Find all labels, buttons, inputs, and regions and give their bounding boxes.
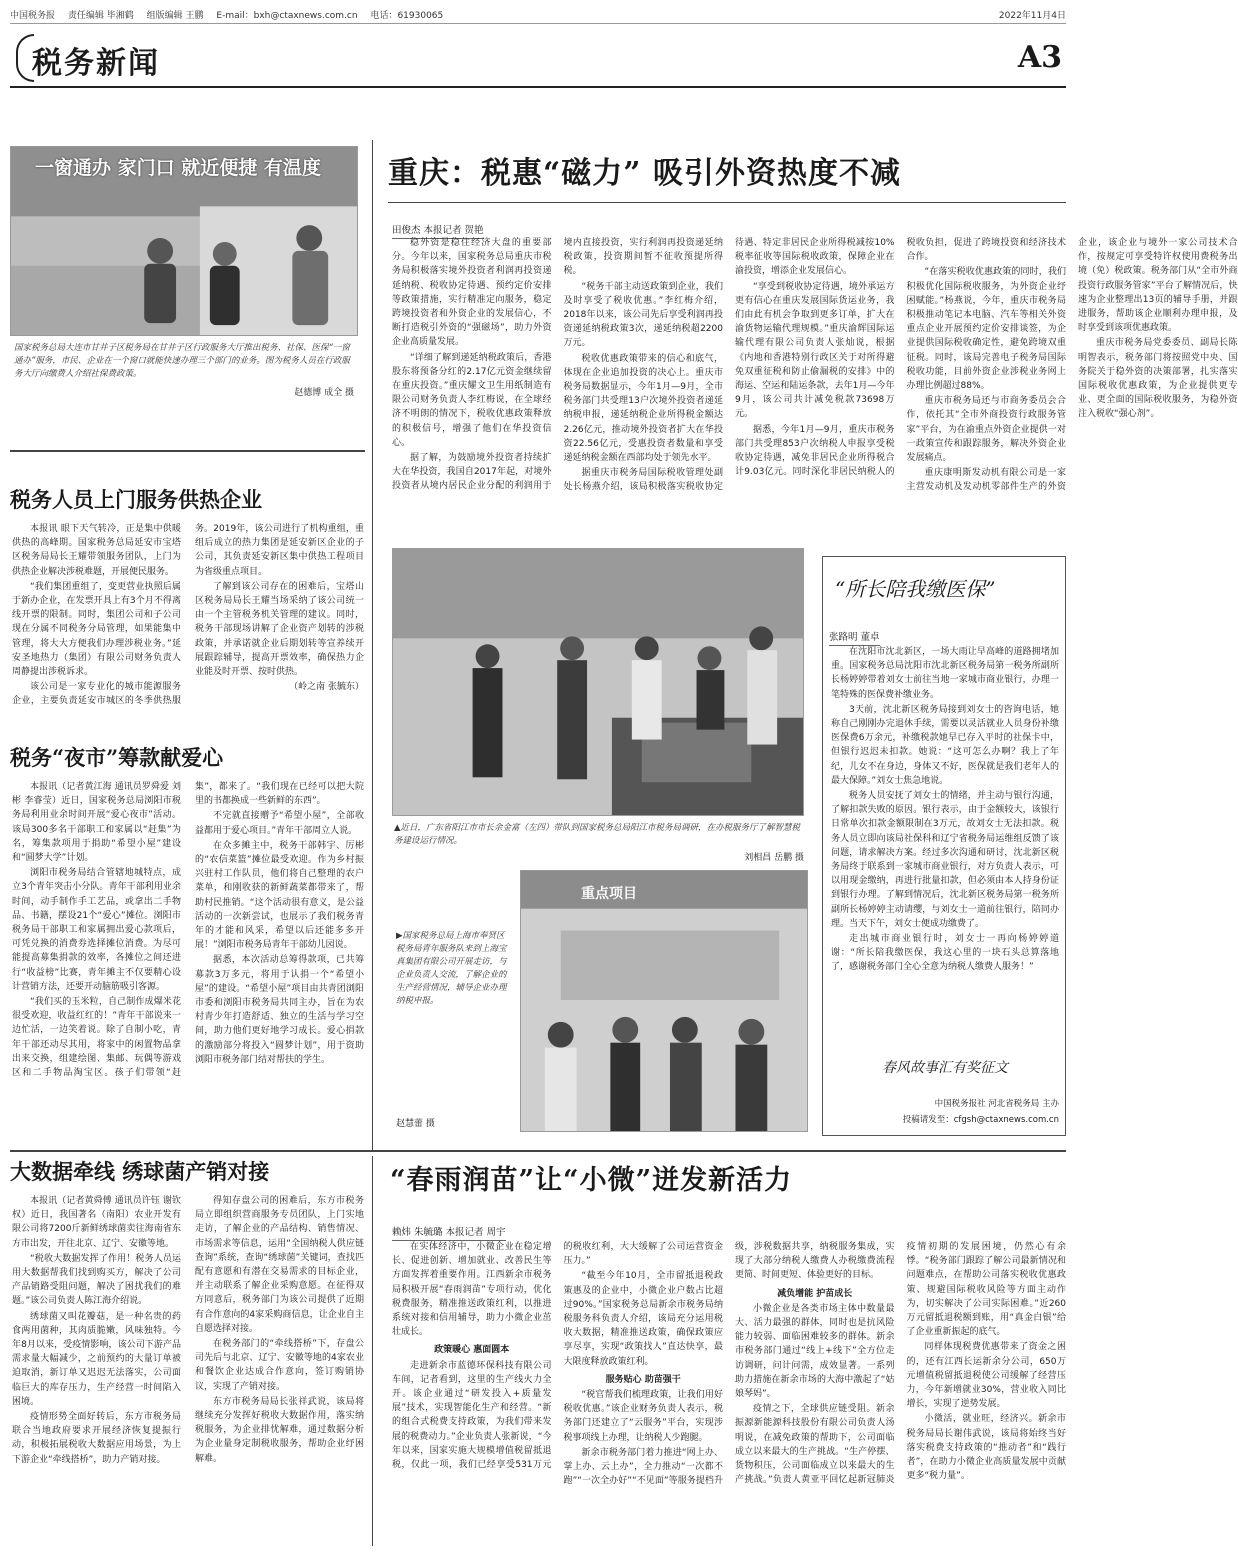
article4-body <box>12 1194 364 1546</box>
article2-rule <box>10 450 365 452</box>
photo-city-visit-credit: 刘相昌 岳鹏 摄 <box>744 853 804 863</box>
photo-city-visit-image <box>393 549 803 815</box>
lead-rule <box>388 202 1066 203</box>
article5-subhead: 政策暖心 惠面圆本 <box>434 1345 510 1356</box>
article3-paragraph: 在众多摊主中，税务干部韩宇、厉彬的“农信菜篮”摊位最受欢迎。作为乡村振兴驻村工作队员，他们将自己整理的农户菜单，和刚收获的新鲜蔬菜都带来了，帮助村民推销。“这个活动很有意义，是公益活动的一次新尝试，也展示了我们税务青年的才能和风采，希望以后还能多多开展！”浏阳市税务局青年干部幼儿园说。 <box>195 840 364 951</box>
article3-paragraph: 浏阳市税务局结合管辖地城特点，成立3个青年突击小分队。青年干部利用业余时间，动手制作手工艺品，或拿出二手物品、书籍，摆设21个“爱心”摊位。浏阳市税务局干部职工和家属拥出爱心款项后，可凭兑换的消费券选择摊位消费。为尽可能提高募集捐款的效率，各摊位之间还进行“收益榜”比赛，青年摊主不仅要精心设计营销方法，还要开动脑筋吸引客源。 <box>12 868 181 992</box>
email: E-mail：bxh@ctaxnews.com.cn <box>216 11 358 21</box>
article5-paragraph: 新余市税务部门着力推进“网上办、掌上办、云上办”，全力推动“一次都不跑”“一次全办好”“不见面”等服务提档升级，涉税数据共享，纳税服务集成，实现了大部分纳税人缴费人办税缴费流程更简、时间更短、体验更好的目标。 <box>563 1242 895 1487</box>
lead-paragraph: 重庆市税务局党委委员、副局长陈明智表示，税务部门将按照党中央、国务院关于稳外资的决策部署，扎实落实国际税收优惠政策，为企业提供更专业、更全面的国际税收服务，为稳外资注入税收“强心剂”。 <box>1078 338 1238 420</box>
lead-paragraph: “详细了解到递延纳税政策后，香港股东将预备分红的2.17亿元资金继续留在重庆投资。”重庆耀文卫生用纸制造有限公司财务负责人李红梅说，在全球经济不明朗的情况下，税收优惠政策释放的积极信号，增强了他们在华投资信心。 <box>392 352 552 448</box>
page-number: A3 <box>1017 40 1062 75</box>
lead-paragraph: 据悉，今年1月—9月，重庆市税务部门共受理853户次纳税人申报享受税收协定待遇，减免非居民企业所得税合计9.03亿元。同时深化非居民纳税人的税收负担，促进了跨境投资和经济技术合作。 <box>735 238 1066 478</box>
paper-name: 中国税务报 <box>10 11 56 21</box>
lead-paragraph: “享受到税收协定待遇，境外承运方更有信心在重庆发展国际货运业务，我们由此有机会争取到更多订单，扩大在渝货物运输代理规模。”重庆渝辉国际运输代理有限公司负责人张灿说，根据《内地和香港特别行政区关于对所得避免双重征税和防止偷漏税的安排》中的海运、空运和陆运条款，去年1月—今年9月，该公司共计减免税款73698万元。 <box>735 281 895 420</box>
bottom-section-rule <box>10 1150 1066 1152</box>
lead-paragraph: 重庆康明斯发动机有限公司是一家主营发动机及发动机零部件生产的外资企业，该企业与境外一家公司技术合作，按规定可享受特许权使用费税务出境（免）税政策。税务部门从“全市外商投资行政服务管家”平台了解情况后，快速为企业整理出13页的辅导手册，并跟进服务，帮助该企业顺利办理申报，及时享受到该项优惠政策。 <box>906 238 1238 493</box>
photo-city-visit-caption: ▲近日，广东省阳江市市长余金富（左四）带队到国家税务总局阳江市税务局调研，在办税服务厅了解智慧税务建设运行情况。 <box>394 823 801 846</box>
photo-enterprise-visit-caption: ▶国家税务总局上海市奉贤区税务局青年服务队来到上海宝真集团有限公司开展走访，与企业负责人交流，了解企业的生产经营情况，辅导企业办理纳税申报。 <box>396 931 507 1006</box>
article3-paragraph: “我们买的玉米粒，自己制作成爆米花很受欢迎，收益红红的！”青年干部说来一边忙活，一边笑着说。除了自制小吃，青年干部还动尽其用，将家中的闲置物品拿出来交换，组建绘图、集邮、玩偶等游戏区和二手物品淘宝区。孩子们带领“赶集”，都来了。“我们现在已经可以把大院里的书都换成一些新鲜的东西”。 <box>12 782 364 1079</box>
essay-signature: 春风故事汇有奖征文 <box>882 1060 1008 1076</box>
article2-paragraph: 该公司是一家专业化的城市能源服务企业，主要负责延安市城区的冬季供热服务。2019年，该公司进行了机构重组，重组后成立的热力集团是延安新区企业的子公司，其负责延安新区集中供热工程项目为省级重点项目。 <box>12 524 364 707</box>
issue-date: 2022年11月4日 <box>998 11 1066 21</box>
essay-box <box>822 556 1066 1136</box>
lead-body <box>392 236 1238 501</box>
article5-paragraph: 同样体现税费优惠带来了资金之困的，还有江西长运新余分公司，650万元增值税留抵退税使公司缓解了经营压力，今年新增就业30%，营业收入同比增长，实现了逆势发展。 <box>906 1342 1066 1410</box>
article5-paragraph: 走进新余市蓝德环保科技有限公司车间，记者看到，这里的生产线火力全开。该企业通过“研发投入+质量发展”技术，实现智能化生产和经营。“新的组合式税费支持政策，为我们带来发展的税费动力。”企业负责人张新说，“今年以来，国家实施大规模增值税留抵退税，仅此一项，我们已经享受531万元的税收红利，大大缓解了公司运营资金压力。” <box>392 1242 723 1471</box>
lead-paragraph: 据了解，为鼓励境外投资者持续扩大在华投资，我国自2017年起，对境外投资者从境内居民企业分配的利润用于境内直接投资，实行利润再投资递延纳税政策，投资期间暂不征收预提所得税。 <box>392 238 723 492</box>
lead-paragraph: 税收优惠政策带来的信心和底气，体现在企业追加投资的决心上。重庆市税务局数据显示，今年1月—9月，全市税务部门共受理13户次境外投资者递延纳税申报，递延纳税企业所得税金额达2.26亿元，推动境外投资者扩大在华投资22.56亿元，受惠投资者数量和享受递延纳税金额在西部均处于领先水平。 <box>563 353 723 464</box>
article5-paragraph: 小微活，就业旺，经济兴。新余市税务局局长谢伟武说，该局将始终当好落实税费支持政策的“推动者”和“践行者”，在助力小微企业高质量发展中贡献更多“税力量”。 <box>906 1414 1066 1482</box>
essay-body <box>831 645 1059 1043</box>
article5-byline-wrap <box>392 1220 506 1241</box>
essay-title: “所长陪我缴医保” <box>835 577 996 601</box>
column-divider <box>372 140 373 1150</box>
photo-service-hall <box>10 146 358 336</box>
essay-paragraph: 税务人员安抚了刘女士的情绪，并主动与银行沟通，了解扣款失败的原因。银行表示，由于金额较大，该银行日常单次扣款金额限制在3万元，故刘女士无法扣款。税务人员立即向该局社保科和辽宁省税务局运维组反馈了该问题，请求解决方案。经过多次沟通和研讨，沈北新区税务局终于联系到一家城市商业银行，对方负责人表示，可以用现金缴纳，再进行批量扣款，但必须由本人持身份证到银行办理。了解到情况后，沈北新区税务局第一税务所副所长杨婷婷主动请缨，与刘女士一道前往银行，陪同办理。当天下午，刘女士便成功缴费了。 <box>831 791 1059 929</box>
article5-paragraph: 疫情之下，全球供应链受阻。新余振源新能源科技股份有限公司负责人汤明说，在减免政策的帮助下，公司面临成立以来最大的生产挑战。“生产停摆、货物积压，公司面临成立以来最大的生产挑战。”负责人黄亚平回忆起新冠肺炎疫情初期的发展困境，仍然心有余悸。“税务部门跟踪了解公司最新情况和问题难点，在帮助公司落实税收优惠政策、规避国际税收风险等方面主动作为，切实解决了公司实际困难。”近260万元留抵退税额到账，用“真金白银”给了企业重新振起的底气。 <box>735 1242 1066 1486</box>
layout-credit: 组版编辑 王鹏 <box>146 11 204 21</box>
phone: 电话：61930065 <box>370 11 444 21</box>
lead-paragraph: 重庆市税务局还与市商务委员会合作，依托其“全市外商投资行政服务管家”平台，为在渝重点外资企业提供一对一政策宣传和跟踪服务，解决外资企业发展痛点。 <box>906 396 1066 464</box>
article5-subhead: 减负增能 护苗成长 <box>777 1288 853 1299</box>
editor-credit: 责任编辑 毕湘鹤 <box>67 11 134 21</box>
lead-headline: 重庆：税惠“磁力” 吸引外资热度不减 <box>388 156 901 191</box>
article3-paragraph: 不完就直接赠予“希望小屋”，全部收益都用于爱心项目。”青年干部周立人说。 <box>195 811 364 836</box>
essay-byline-wrap <box>829 625 880 646</box>
article4-headline: 大数据牵线 绣球菌产销对接 <box>10 1159 270 1184</box>
article5-paragraph: “截至今年10月，全市留抵退税政策惠及的企业中，小微企业户数占比超过90%。”国家税务总局新余市税务局纳税服务科负责人介绍，该局充分运用税收大数据，精准推送政策，确保政策应享尽享，实现“政策找人”直达快享，最大限度释放政策红利。 <box>563 1271 723 1367</box>
essay-paragraph: 走出城市商业银行时，刘女士一再向杨婷婷道谢：“所长陪我缴医保，我这心里的一块石头总算落地了，感谢税务部门全心全意为纳税人缴费人服务！” <box>831 934 1059 973</box>
section-name: 税务新闻 <box>32 46 160 81</box>
column-divider <box>372 1156 373 1546</box>
essay-submission-email: 投稿请发至：cfgsh@ctaxnews.com.cn <box>902 1115 1059 1125</box>
photo-service-hall-credit: 赵德博 成全 摄 <box>294 388 354 398</box>
essay-byline: 张路明 董卓 <box>829 629 880 646</box>
article4-paragraph: 绣球菌又叫花瓣菇，是一种名贵的药食两用菌种，其肉质脆嫩，风味独特。今年8月以来，受疫情影响，该公司下游产品需求量大幅减少，之前预约的大量订单被迫取消，新订单又迟迟无法落实，公司面临巨大的库存压力，生产经营一时间陷入困境。 <box>12 1311 181 1407</box>
photo-sign-text: 重点项目 <box>581 886 637 902</box>
article5-paragraph: 在实体经济中，小微企业在稳定增长、促进创新、增加就业、改善民生等方面发挥着重要作用。江西新余市税务局积极开展“春雨润苗”专项行动，优化税费服务，精准推送政策红利，以推进系统对接和信用辅导，助力小微企业茁壮成长。 <box>392 1242 552 1338</box>
article2-headline: 税务人员上门服务供热企业 <box>10 487 262 512</box>
essay-sponsor: 中国税务报社 河北省税务局 主办 <box>934 1099 1059 1109</box>
article4-paragraph: “税收大数据发挥了作用！税务人员运用大数据帮我们找到购买方，解决了公司产品销路受阻问题，解决了困扰我们的难题。”该公司负责人陈江海介绍说。 <box>12 1253 181 1307</box>
masthead <box>10 30 1066 88</box>
lead-byline: 田俊杰 本报记者 贺艳 <box>392 222 484 239</box>
photo-sign-text: 一窗通办 家门口 就近便捷 有温度 <box>35 157 321 179</box>
article2-paragraph: 本报讯 眼下天气转冷，正是集中供暖供热的高峰期。国家税务总局延安市宝塔区税务局局长王耀带领服务团队，上门为供热企业解决涉税难题，开展便民服务。 <box>12 524 181 577</box>
photo-service-hall-caption: 国家税务总局大连市甘井子区税务局在甘井子区行政服务大厅推出税务、社保、医保“一窗通办”服务，市民、企业在一个窗口就能快速办理三个部门的业务。图为税务人员在行政服务大厅向缴费人介绍社保费政策。 <box>14 343 350 379</box>
article4-paragraph: 疫情形势全面好转后，东方市税务局联合当地政府要求开展经济恢复提振行动，积极拓展税收大数据应用场景，为上下游企业“牵线搭桥”，助力产销对接。 <box>12 1412 181 1465</box>
lead-paragraph: “税务干部主动送政策到企业，我们及时享受了税收优惠。”李红梅介绍，2018年以来，该公司先后享受利润再投资递延纳税政策3次，递延纳税超2200万元。 <box>563 281 723 349</box>
photo-enterprise-visit-image <box>521 871 807 1131</box>
article4-paragraph: 东方市税务局局长张祥武说，该局将继续充分发挥好税收大数据作用，落实纳税服务，为企业排忧解难，通过数据分析为企业量身定制税收服务，帮助企业纾困解难。 <box>195 1396 364 1464</box>
article5-body <box>392 1240 1066 1546</box>
article3-paragraph: 据悉，本次活动总筹得款项，已共筹募款3万多元，将用于认捐一个“希望小屋”的建设。“希望小屋”项目由共青团浏阳市委和浏阳市税务局共同主办，旨在为农村青少年打造舒适、独立的生活与学习空间，助力他们更好地学习成长。爱心捐款的激励部分将投入“圆梦计划”，用于资助浏阳市税务部门结对帮扶的学生。 <box>195 955 364 1065</box>
lead-paragraph: 据重庆市税务局国际税收管理处副处长杨燕介绍，该局积极落实税收协定待遇、特定非居民企业所得税减按10%税率征收等国际税收政策，保障企业在渝投资，增添企业发展信心。 <box>563 238 895 493</box>
photo-enterprise-visit-credit: 赵慧蕾 摄 <box>396 1119 435 1129</box>
essay-paragraph: 在沈阳市沈北新区，一场大雨让早高峰的道路拥堵加重。国家税务总局沈阳市沈北新区税务局第一税务所副所长杨婷婷带着刘女士前往当地一家城市商业银行，办理一笔特殊的医保费补缴业务。 <box>831 647 1059 700</box>
photo-city-visit <box>392 548 804 816</box>
article5-subhead: 服务贴心 助苗强干 <box>605 1374 681 1385</box>
article3-body <box>12 780 364 1135</box>
article2-credit: （岭之南 张毓东） <box>289 682 364 693</box>
essay-paragraph: 3天前，沈北新区税务局接到刘女士的咨询电话，她称自己刚刚办完退休手续，需要以灵活就业人员身份补缴医保费6万余元，补缴税款她早已存入平时的社保卡中，但银行迟迟未扣款。她说：“这可怎么办啊？我上了年纪，儿女不在身边，身体又不好，医保就是我们老年人的最大保障。”刘女士焦急地说。 <box>831 704 1059 786</box>
photo-enterprise-visit <box>520 870 808 1132</box>
article4-paragraph: 得知存盘公司的困难后，东方市税务局立即组织营商服务专员团队，上门实地走访，了解企业的产品结构、销售情况、市场需求等信息，运用“全国纳税人供应链查询”系统，查询“绣球菌”关键词，查找匹配有意愿和有潜在交易需求的目标企业，并主动联系了解企业采购意愿。在征得双方同意后，税务部门为该公司提供了近期有合作意向的4家采购商信息，让企业自主自愿选择对接。 <box>195 1196 364 1334</box>
article3-headline: 税务“夜市”筹款献爱心 <box>10 745 224 770</box>
article5-headline: “春雨润苗”让“小微”迸发新活力 <box>390 1165 793 1196</box>
article5-paragraph: 小微企业是各类市场主体中数量最大、活力最强的群体，同时也是抗风险能力较弱、面临困难较多的群体。新余市税务部门通过“线上+线下”全方位走访调研，问计问需，成效显著。一系列助力措施在新余市场的大海中激起了“姑娘琴妈”。 <box>735 1303 895 1400</box>
article5-byline: 赖炜 朱毓璐 本报记者 周宇 <box>392 1224 506 1241</box>
lead-paragraph: “在落实税收优惠政策的同时，我们积极优化国际税收服务，为外资企业纾困赋能。”杨燕说，今年，重庆市税务局积极推动笔记本电脑、汽车等相关外资重点企业开展预约定价安排谈签，为企业提供国际税收确定性，避免跨境双重征税。同时，该局完善电子税务局国际税收功能，目前外资企业涉税业务网上办理比例超过88%。 <box>906 267 1066 392</box>
article4-paragraph: 本报讯（记者黄舜傅 通讯员许钰 谢钦权）近日，我国著名（南阳）农业开发有限公司将7200斤新鲜绣球菌卖往海南省东方市出发，开往北京、辽宁、安徽等地。 <box>12 1196 181 1249</box>
article5-paragraph: “税官帮我们梳理政策，让我们用好税收优惠。”该企业财务负责人表示，税务部门还建立了“云服务”平台，实现涉税事项线上办理，让纳税人少跑腿。 <box>563 1390 723 1443</box>
article2-paragraph: “我们集团重组了，变更营业执照后属于新办企业，在发票开具上有3个月不得离线开票的限制。同时，集团公司和子公司现在分属不同税务分局管理，如果能集中管理，将大大方便我们办理涉税业务。”延安圣地热力（集团）有限公司财务负责人周静提出涉税诉求。 <box>12 581 181 678</box>
article2-paragraph: 了解到该公司存在的困难后，宝塔山区税务局局长王耀当场采纳了该公司统一由一个主管税务机关管理的建议。同时，税务干部现场讲解了企业资产划转的涉税政策，并承诺就企业后期划转等宣养续开展跟踪辅导，提高开票效率，确保热力企业能及时开票、按时供热。 <box>195 581 364 678</box>
article4-paragraph: 在税务部门的“牵线搭桥”下，存盘公司先后与北京、辽宁、安徽等地的4家农业和餐饮企业达成合作意向，签订购销协议，实现了产销对接。 <box>195 1339 364 1392</box>
article3-paragraph: 本报讯（记者黄江海 通讯员罗舜爱 刘彬 李睿莹）近日，国家税务总局浏阳市税务局利用业余时间开展“爱心夜市”活动。该局300多名干部职工和家属以“赶集”为名，筹集款项用于捐助“希望小屋”建设和“圆梦大学”计划。 <box>12 782 181 864</box>
page-topbar <box>10 6 1066 24</box>
article2-body <box>12 522 364 714</box>
lead-paragraph: 稳外资是稳住经济大盘的重要部分。今年以来，国家税务总局重庆市税务局积极落实境外投资者利润再投资递延纳税、税收协定待遇、预约定价安排等政策措施，实行精准定向服务，稳定跨境投资者和外资企业的发展信心，不断打造税引外资的“强磁场”，助力外资企业高质量发展。 <box>392 238 552 348</box>
